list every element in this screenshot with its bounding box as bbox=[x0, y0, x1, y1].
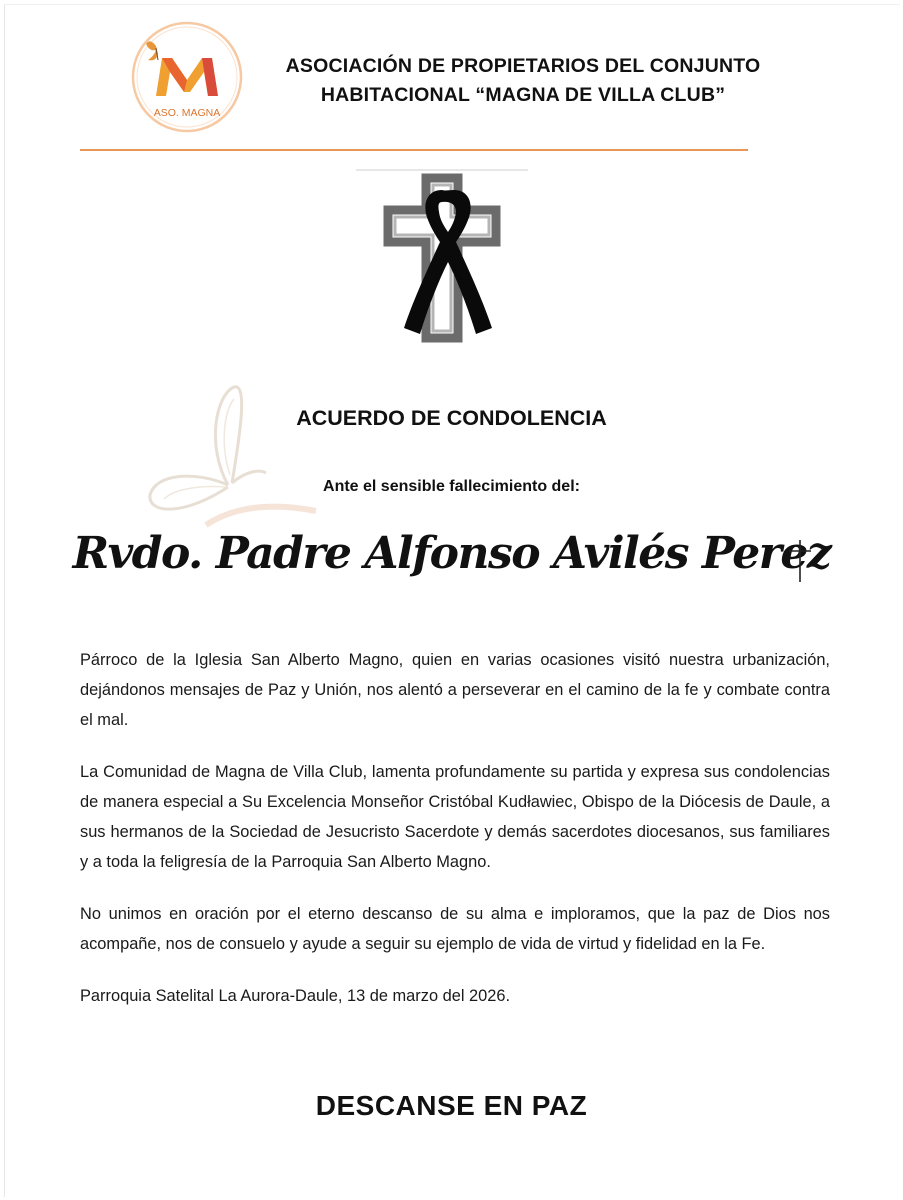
intro-line: Ante el sensible fallecimiento del: bbox=[323, 478, 580, 495]
aso-magna-logo-icon bbox=[122, 18, 252, 136]
death-cross-icon bbox=[785, 538, 815, 584]
header-divider bbox=[80, 149, 748, 151]
organization-title-line2: HABITACIONAL “MAGNA DE VILLA CLUB” bbox=[320, 84, 726, 106]
deceased-name: Rvdo. Padre Alfonso Avilés Perez bbox=[72, 528, 831, 579]
mourning-ribbon-cross-icon bbox=[356, 168, 528, 348]
organization-title-line1: ASOCIACIÓN DE PROPIETARIOS DEL CONJUNTO bbox=[285, 55, 761, 77]
document-title: ACUERDO DE CONDOLENCIA bbox=[296, 406, 607, 430]
logo-caption: ASO. MAGNA bbox=[153, 107, 221, 119]
deceased-name-line bbox=[0, 528, 903, 598]
closing-phrase: DESCANSE EN PAZ bbox=[315, 1090, 588, 1121]
paragraph-2: La Comunidad de Magna de Villa Club, lamenta profundamente su partida y expresa sus condolencias de manera especial a Su Excelencia Monseñor Cristóbal Kudławiec, Obispo de la Diócesis de Daule, a sus hermanos de la Sociedad de Jesucristo Sacerdote y demás sacerdotes diocesanos, sus familiares y a toda la feligresía de la Parroquia San Alberto Magno. bbox=[80, 763, 830, 871]
place-date: Parroquia Satelital La Aurora-Daule, 13 de marzo del 2026. bbox=[80, 987, 511, 1005]
butterfly-watermark-icon bbox=[136, 375, 336, 535]
paragraph-1: Párroco de la Iglesia San Alberto Magno, quien en varias ocasiones visitó nuestra urbanización, dejándonos mensajes de Paz y Unión, nos alentó a perseverar en el camino de la fe y combate contra el mal. bbox=[80, 651, 830, 729]
paragraph-3: No unimos en oración por el eterno descanso de su alma e imploramos, que la paz de Dios nos acompañe, nos de consuelo y ayude a seguir su ejemplo de vida de virtud y fidelidad en la Fe. bbox=[80, 905, 830, 953]
aso-magna-logo bbox=[122, 18, 252, 136]
body-text bbox=[80, 645, 830, 1033]
organization-title bbox=[262, 52, 784, 110]
